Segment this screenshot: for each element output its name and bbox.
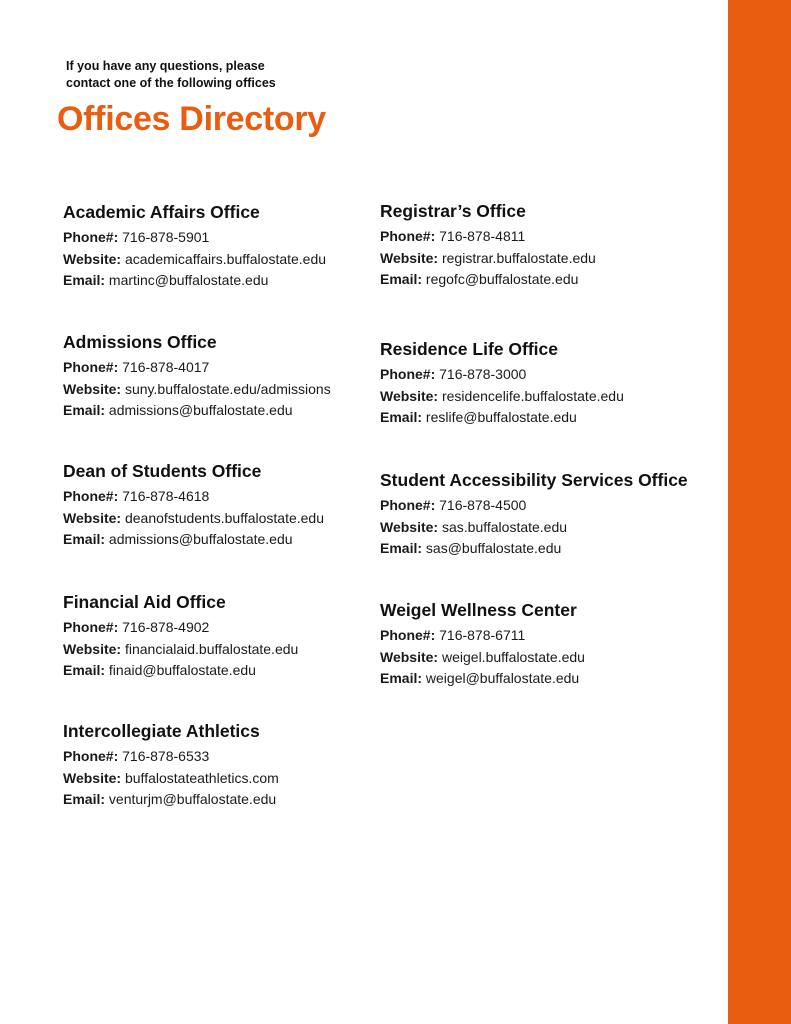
website-link[interactable]: registrar.buffalostate.edu [441, 249, 596, 266]
office-email [63, 270, 403, 292]
office-phone [380, 495, 720, 517]
email-label: Email: [63, 662, 106, 678]
website-label: Website: [63, 769, 122, 786]
phone-value: 716-878-4618 [122, 488, 210, 504]
office-phone [63, 617, 403, 639]
email-link[interactable]: admissions@buffalostate.edu [108, 531, 293, 547]
office-website [63, 639, 403, 661]
website-link[interactable]: academicaffairs.buffalostate.edu [124, 250, 327, 267]
phone-value: 716-878-3000 [439, 366, 527, 382]
intro-line-2: contact one of the following offices [66, 76, 276, 90]
email-link[interactable]: martinc@buffalostate.edu [108, 272, 269, 288]
website-link[interactable]: deanofstudents.buffalostate.edu [124, 509, 324, 526]
phone-label: Phone#: [63, 748, 119, 764]
office-name: Academic Affairs Office [63, 202, 260, 222]
website-label: Website: [63, 640, 122, 657]
office-email [63, 529, 403, 551]
email-label: Email: [380, 670, 423, 686]
email-link[interactable]: admissions@buffalostate.edu [108, 402, 293, 418]
office-email [380, 407, 720, 429]
office-email [380, 538, 720, 560]
office-admissions [63, 331, 403, 422]
office-name: Weigel Wellness Center [380, 600, 577, 620]
phone-value: 716-878-4017 [122, 359, 210, 375]
office-student-accessibility-services [380, 469, 720, 560]
phone-label: Phone#: [380, 627, 436, 643]
office-phone [63, 746, 403, 768]
website-label: Website: [380, 518, 439, 535]
office-name: Dean of Students Office [63, 461, 262, 481]
email-link[interactable]: sas@buffalostate.edu [425, 540, 562, 556]
intro-line-1: If you have any questions, please [66, 59, 265, 73]
website-link[interactable]: suny.buffalostate.edu/admissions [124, 380, 331, 397]
office-financial-aid [63, 591, 403, 682]
website-link[interactable]: buffalostateathletics.com [124, 769, 279, 786]
phone-value: 716-878-4902 [122, 619, 210, 635]
office-phone [380, 364, 720, 386]
phone-value: 716-878-6533 [122, 748, 210, 764]
office-phone [63, 357, 403, 379]
email-label: Email: [63, 402, 106, 418]
orange-side-bar [728, 0, 791, 1024]
intro-text [66, 58, 326, 92]
office-website [63, 508, 403, 530]
website-link[interactable]: residencelife.buffalostate.edu [441, 387, 624, 404]
office-website [380, 386, 720, 408]
phone-label: Phone#: [380, 366, 436, 382]
office-name: Student Accessibility Services Office [380, 470, 688, 490]
office-registrar [380, 200, 720, 291]
office-academic-affairs [63, 201, 403, 292]
office-name: Admissions Office [63, 332, 217, 352]
office-website [380, 248, 720, 270]
office-website [63, 249, 403, 271]
office-email [63, 789, 403, 811]
email-link[interactable]: finaid@buffalostate.edu [108, 662, 256, 678]
office-website [63, 379, 403, 401]
office-intercollegiate-athletics [63, 720, 403, 811]
phone-label: Phone#: [380, 497, 436, 513]
phone-value: 716-878-6711 [439, 627, 526, 643]
office-email [63, 660, 403, 682]
website-label: Website: [63, 250, 122, 267]
website-label: Website: [63, 380, 122, 397]
email-label: Email: [380, 540, 423, 556]
email-link[interactable]: venturjm@buffalostate.edu [108, 791, 277, 807]
website-link[interactable]: weigel.buffalostate.edu [441, 648, 585, 665]
office-name: Intercollegiate Athletics [63, 721, 260, 741]
email-label: Email: [63, 531, 106, 547]
website-label: Website: [63, 509, 122, 526]
office-email [380, 269, 720, 291]
website-label: Website: [380, 648, 439, 665]
phone-label: Phone#: [63, 488, 119, 504]
page-title: Offices Directory [57, 100, 326, 138]
office-website [380, 647, 720, 669]
phone-value: 716-878-4500 [439, 497, 527, 513]
office-weigel-wellness-center [380, 599, 720, 690]
website-label: Website: [380, 249, 439, 266]
website-label: Website: [380, 387, 439, 404]
phone-label: Phone#: [63, 229, 119, 245]
office-email [63, 400, 403, 422]
office-website [63, 768, 403, 790]
email-label: Email: [380, 271, 423, 287]
email-label: Email: [380, 409, 423, 425]
email-link[interactable]: regofc@buffalostate.edu [425, 271, 579, 287]
email-label: Email: [63, 791, 106, 807]
office-name: Registrar’s Office [380, 201, 526, 221]
phone-value: 716-878-5901 [122, 229, 210, 245]
email-link[interactable]: weigel@buffalostate.edu [425, 670, 580, 686]
phone-value: 716-878-4811 [439, 228, 526, 244]
email-label: Email: [63, 272, 106, 288]
office-name: Financial Aid Office [63, 592, 226, 612]
office-name: Residence Life Office [380, 339, 558, 359]
phone-label: Phone#: [63, 359, 119, 375]
website-link[interactable]: sas.buffalostate.edu [441, 518, 568, 535]
phone-label: Phone#: [63, 619, 119, 635]
office-residence-life [380, 338, 720, 429]
office-website [380, 517, 720, 539]
office-phone [380, 625, 720, 647]
office-phone [63, 227, 403, 249]
email-link[interactable]: reslife@buffalostate.edu [425, 409, 577, 425]
office-dean-of-students [63, 460, 403, 551]
office-phone [63, 486, 403, 508]
phone-label: Phone#: [380, 228, 436, 244]
office-phone [380, 226, 720, 248]
website-link[interactable]: financialaid.buffalostate.edu [124, 640, 299, 657]
office-email [380, 668, 720, 690]
